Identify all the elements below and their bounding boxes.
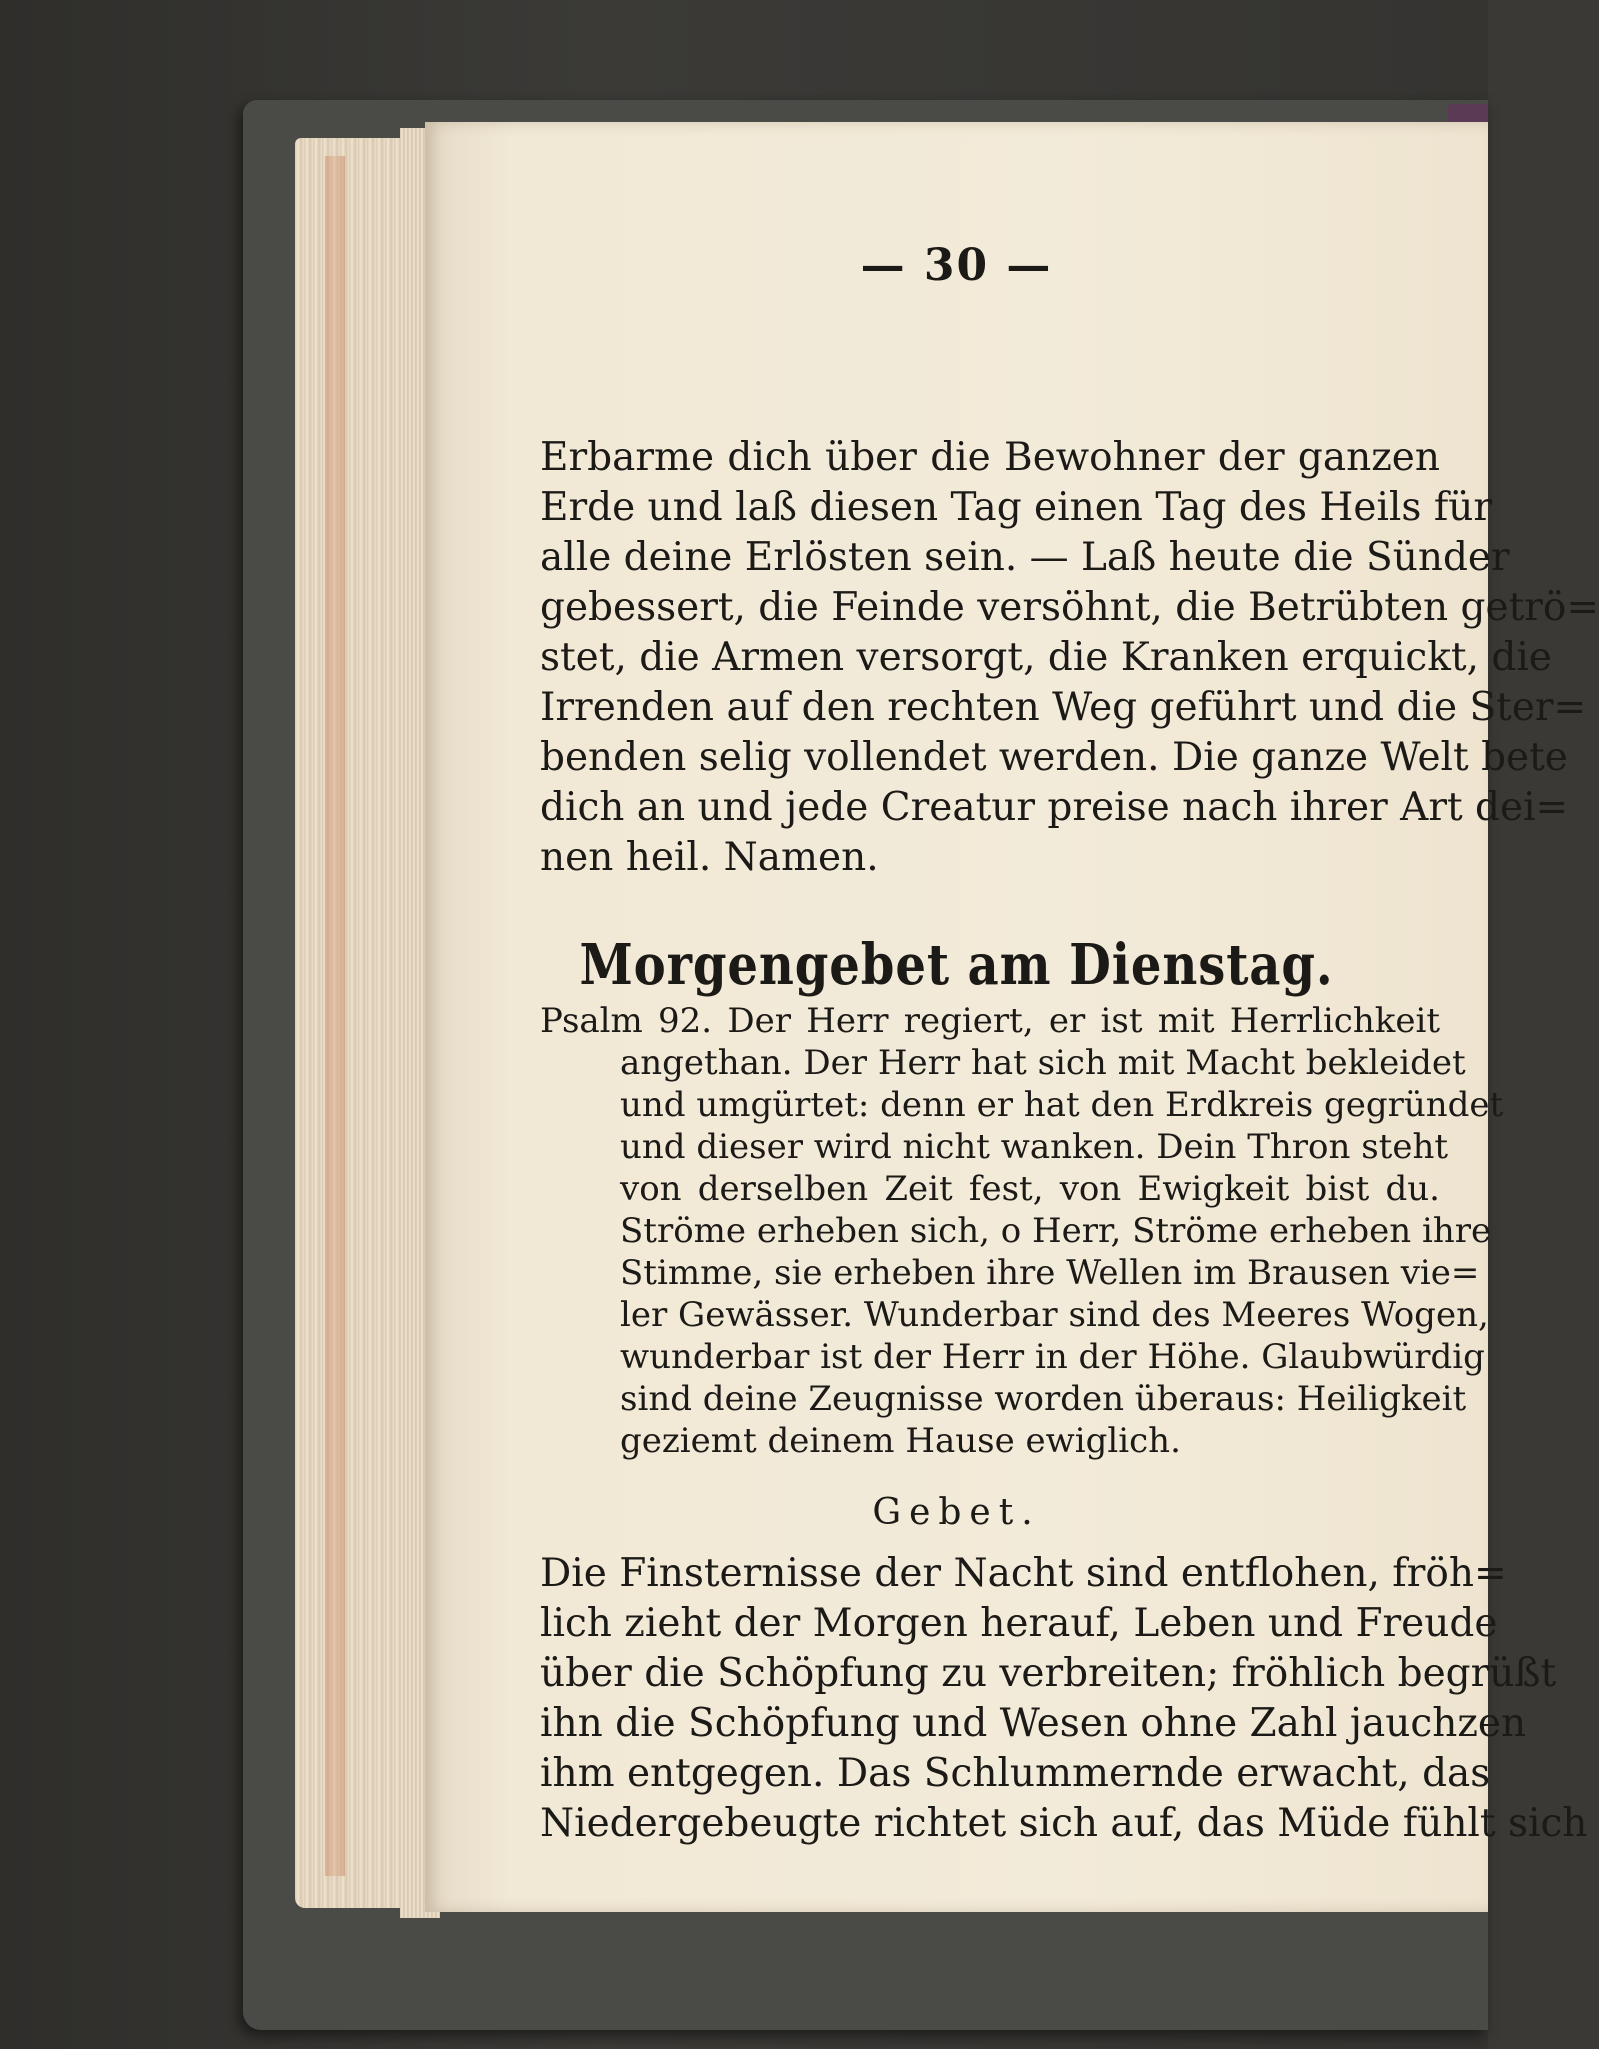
text-line: über die Schöpfung zu verbreiten; fröhlich begrüßt bbox=[540, 1651, 1557, 1696]
psalm-line: ler Gewässer. Wunderbar sind des Meeres Wogen, bbox=[620, 1295, 1489, 1335]
page-number: — 30 — bbox=[860, 240, 1053, 291]
psalm-line: geziemt deinem Hause ewiglich. bbox=[620, 1421, 1181, 1461]
text-line: lich zieht der Morgen herauf, Leben und Freude bbox=[540, 1601, 1498, 1646]
text-line: Die Finsternisse der Nacht sind entflohen, fröh= bbox=[540, 1551, 1507, 1596]
text-line: alle deine Erlösten sein. — Laß heute die Sünder bbox=[540, 535, 1510, 580]
psalm-line: angethan. Der Herr hat sich mit Macht bekleidet bbox=[620, 1043, 1466, 1083]
text-line: Irrenden auf den rechten Weg geführt und die Ster= bbox=[540, 685, 1587, 730]
book-page bbox=[425, 122, 1599, 1912]
text-line: nen heil. Namen. bbox=[540, 835, 879, 880]
text-line: gebessert, die Feinde versöhnt, die Betrübten getrö= bbox=[540, 585, 1599, 630]
text-line: benden selig vollendet werden. Die ganze Welt bete bbox=[540, 735, 1568, 780]
page-text bbox=[425, 122, 1599, 1912]
psalm-line: und umgürtet: denn er hat den Erdkreis gegründet bbox=[620, 1085, 1504, 1125]
psalm-line: von derselben Zeit fest, von Ewigkeit bist du. bbox=[620, 1169, 1440, 1209]
psalm-line: Psalm 92. Der Herr regiert, er ist mit Herrlichkeit bbox=[540, 1001, 1440, 1041]
text-line: Erbarme dich über die Bewohner der ganzen bbox=[540, 435, 1440, 480]
psalm-line: und dieser wird nicht wanken. Dein Thron steht bbox=[620, 1127, 1449, 1167]
text-line: ihm entgegen. Das Schlummernde erwacht, das bbox=[540, 1751, 1491, 1796]
text-line: dich an und jede Creatur preise nach ihrer Art dei= bbox=[540, 785, 1569, 830]
text-line: stet, die Armen versorgt, die Kranken erquickt, die bbox=[540, 635, 1552, 680]
psalm-line: Ströme erheben sich, o Herr, Ströme erheben ihre bbox=[620, 1211, 1492, 1251]
gebet-heading: Gebet. bbox=[872, 1492, 1041, 1533]
psalm-line: wunderbar ist der Herr in der Höhe. Glaubwürdig bbox=[620, 1337, 1485, 1377]
page-stack-edge bbox=[325, 156, 345, 1876]
psalm-line: sind deine Zeugnisse worden überaus: Heiligkeit bbox=[620, 1379, 1467, 1419]
text-line: Niedergebeugte richtet sich auf, das Müde fühlt sich bbox=[540, 1801, 1588, 1846]
psalm-line: Stimme, sie erheben ihre Wellen im Brausen vie= bbox=[620, 1253, 1480, 1293]
section-heading: Morgengebet am Dienstag. bbox=[579, 932, 1334, 998]
text-line: Erde und laß diesen Tag einen Tag des Heils für bbox=[540, 485, 1493, 530]
text-line: ihn die Schöpfung und Wesen ohne Zahl jauchzen bbox=[540, 1701, 1527, 1746]
